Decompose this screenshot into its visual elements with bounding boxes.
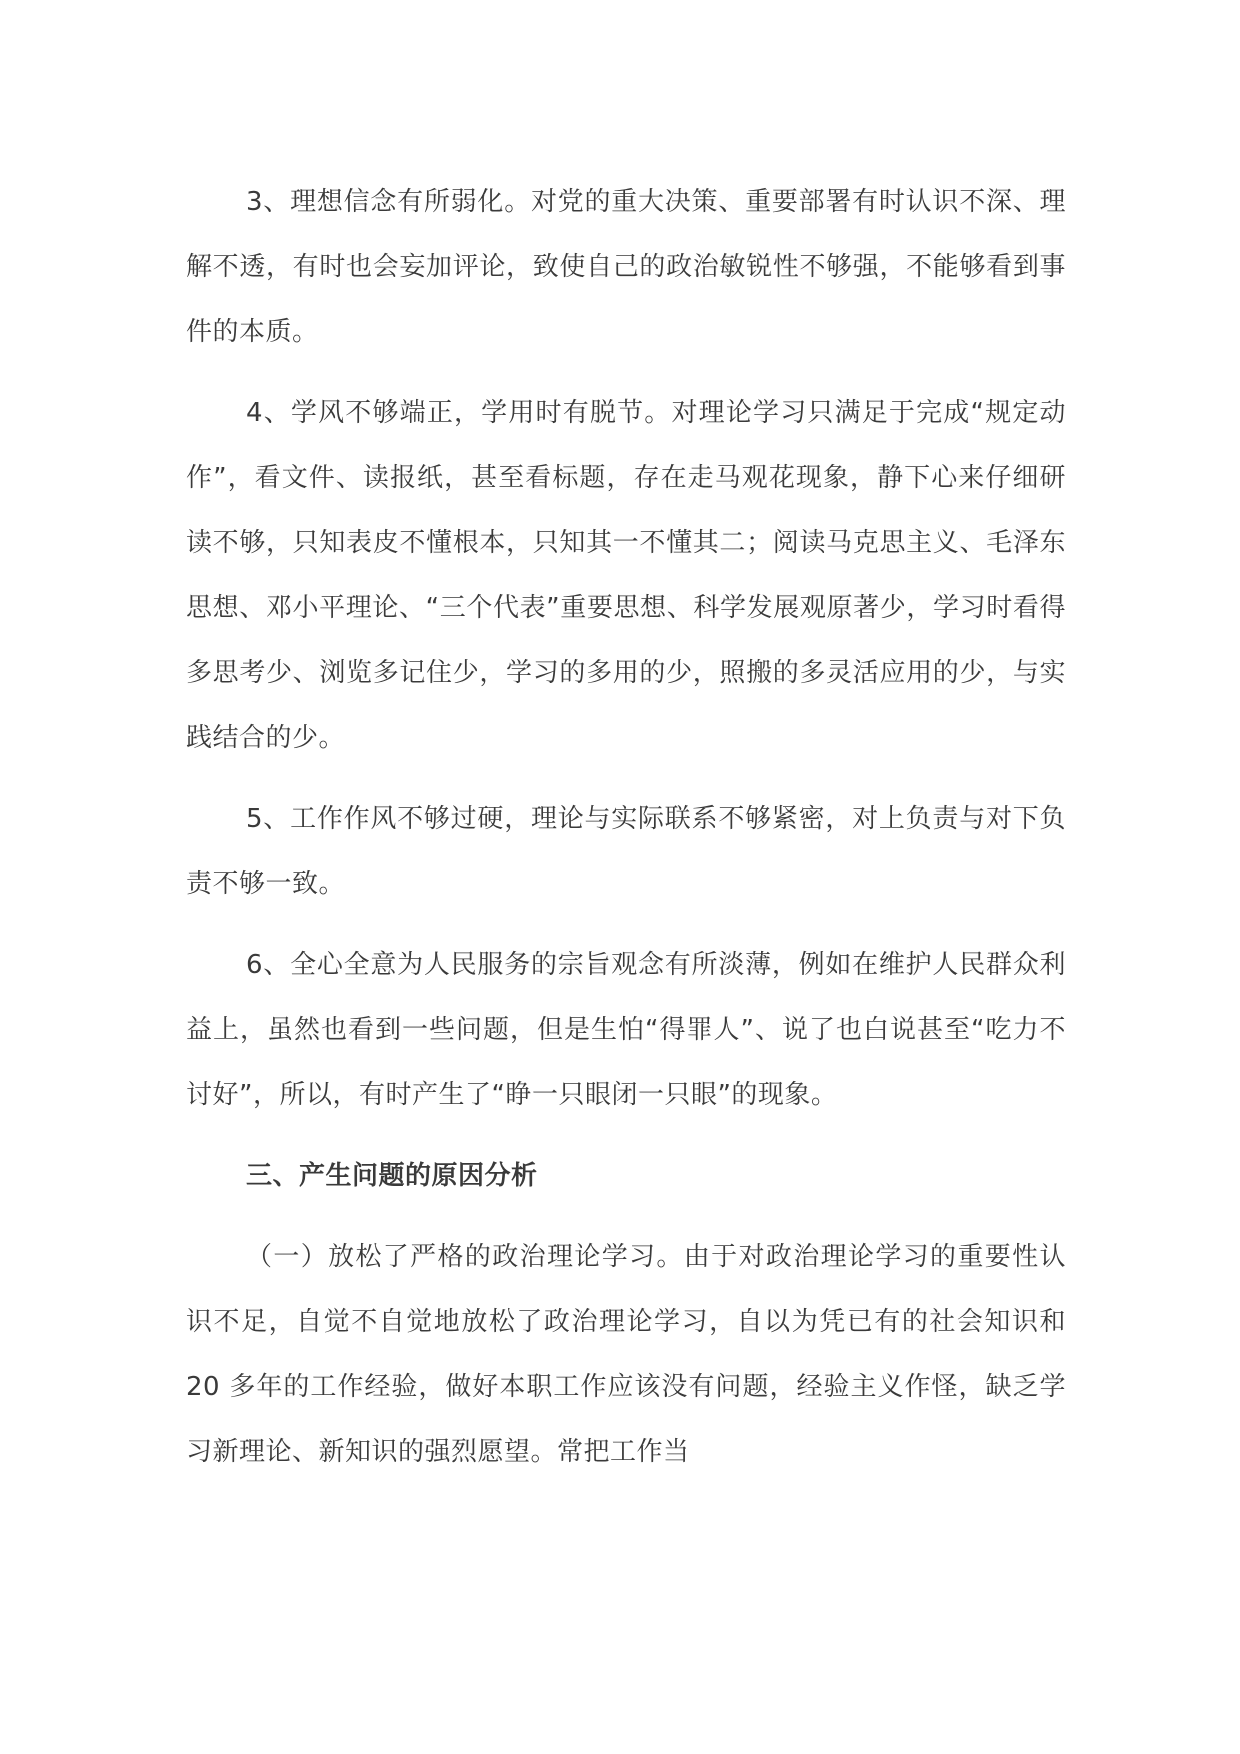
paragraph-item-5: 5、工作作风不够过硬，理论与实际联系不够紧密，对上负责与对下负责不够一致。 (186, 804, 1066, 899)
paragraph-item-6: 6、全心全意为人民服务的宗旨观念有所淡薄，例如在维护人民群众利益上，虽然也看到一些问题，但是生怕“得罪人”、说了也白说甚至“吃力不讨好”，所以，有时产生了“睁一只眼闭一只眼”的现象。 (186, 950, 1066, 1110)
paragraph-item-4: 4、学风不够端正，学用时有脱节。对理论学习只满足于完成“规定动作”，看文件、读报纸，甚至看标题，存在走马观花现象，静下心来仔细研读不够，只知表皮不懂根本，只知其一不懂其二；阅读马克思主义、毛泽东思想、邓小平理论、“三个代表”重要思想、科学发展观原著少，学习时看得多思考少、浏览多记住少，学习的多用的少，照搬的多灵活应用的少，与实践结合的少。 (186, 398, 1066, 753)
section-paragraph: （一）放松了严格的政治理论学习。由于对政治理论学习的重要性认识不足，自觉不自觉地放松了政治理论学习，自以为凭已有的社会知识和 20 多年的工作经验，做好本职工作应该没有问题，经验主义作怪，缺乏学习新理论、新知识的强烈愿望。常把工作当 (186, 1242, 1066, 1467)
paragraph-item-3: 3、理想信念有所弱化。对党的重大决策、重要部署有时认识不深、理解不透，有时也会妄加评论，致使自己的政治敏锐性不够强，不能够看到事件的本质。 (186, 187, 1066, 347)
section-heading: 三、产生问题的原因分析 (246, 1161, 538, 1191)
document-body (186, 170, 1066, 1501)
